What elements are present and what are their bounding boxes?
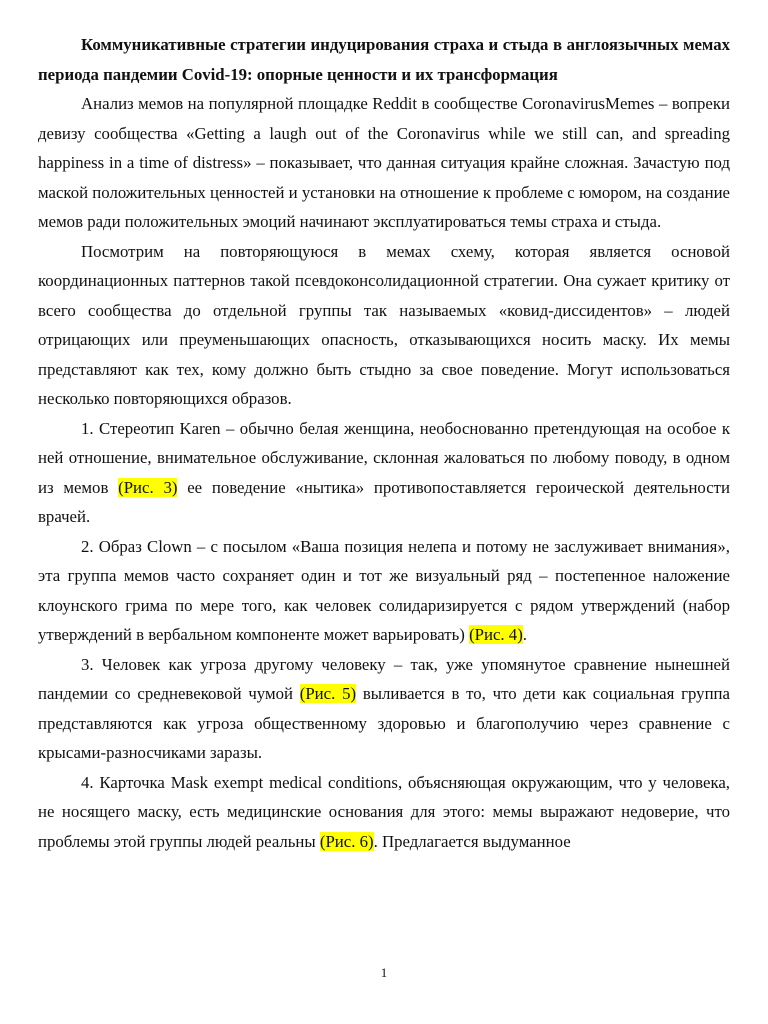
figure-reference-highlight: (Рис. 3) bbox=[118, 477, 178, 497]
paragraph-text: Посмотрим на повторяющуюся в мемах схему, которая является основой координационных паттернов такой псевдоконсолидационной стратегии. Она сужает критику от всего сообщества до отдельной группы так называемых «ковид-диссидентов» – людей отрицающих или преуменьшающих опасность, отказывающихся носить маску. Их мемы представляют как тех, кому должно быть стыдно за свое поведение. Могут использоваться несколько повторяющихся образов. bbox=[38, 241, 730, 408]
paragraph-text: 3. Человек как угроза другому человеку – так, уже упомянутое сравнение нынешней пандемии со средневековой чумой bbox=[38, 654, 730, 703]
page-number: 1 bbox=[380, 965, 388, 980]
paragraph-text: выливается в то, что дети как социальная группа представляются как угроза общественному здоровью и благополучию через сравнение с крысами-разносчиками заразы. bbox=[38, 684, 730, 762]
paragraph-text: Анализ мемов на популярной площадке Reddit в сообществе CoronavirusMemes – вопреки девизу сообщества «Getting a laugh out of the Coronavirus while we still can, and spreading happiness in a time of distress» – показывает, что данная ситуация крайне сложная. Зачастую под маской положительных ценностей и установки на отношение к проблеме с юмором, на создание мемов ради положительных эмоций начинают эксплуатироваться темы страха и стыда. bbox=[38, 94, 730, 231]
paragraph bbox=[38, 237, 730, 414]
figure-reference-highlight: (Рис. 6) bbox=[319, 831, 374, 851]
paragraph-text: . Предлагается выдуманное bbox=[373, 831, 571, 851]
figure-reference-highlight: (Рис. 4) bbox=[469, 625, 523, 644]
paragraph bbox=[38, 768, 730, 857]
paragraph-text: . bbox=[522, 625, 527, 644]
paragraph-text: ее поведение «нытика» противопоставляется героической деятельности врачей. bbox=[38, 477, 730, 526]
paragraph-text: 2. Образ Clown – с посылом «Ваша позиция нелепа и потому не заслуживает внимания», эта группа мемов часто сохраняет один и тот же визуальный ряд – постепенное наложение клоунского грима по мере того, как человек солидаризируется с рядом утверждений (набор утверждений в вербальном компоненте может варьировать) bbox=[38, 536, 730, 644]
paragraph bbox=[38, 89, 730, 237]
figure-reference-highlight: (Рис. 5) bbox=[299, 684, 357, 703]
paragraph-text: 1. Стереотип Karen – обычно белая женщина, необоснованно претендующая на особое к ней отношение, внимательное обслуживание, склонная жаловаться по любому поводу, в одном из мемов bbox=[38, 418, 730, 497]
document-title: Коммуникативные стратегии индуцирования страха и стыда в англоязычных мемах периода пандемии Covid-19: опорные ценности и их трансформация bbox=[38, 35, 730, 84]
paragraph bbox=[38, 650, 730, 768]
paragraph bbox=[38, 532, 730, 650]
document-body bbox=[38, 30, 730, 856]
paragraph bbox=[38, 414, 730, 532]
paragraph-text: 4. Карточка Mask exempt medical conditions, объясняющая окружающим, что у человека, не носящего маску, есть медицинские основания для этого: мемы выражают недоверие, что проблемы этой группы людей реальны bbox=[38, 772, 730, 851]
